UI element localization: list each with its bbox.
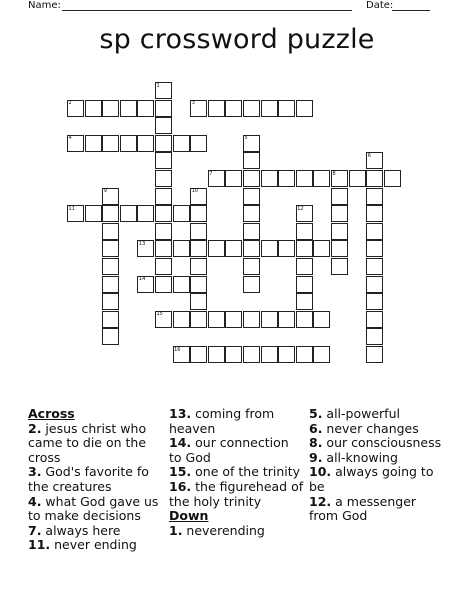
grid-cell[interactable] bbox=[261, 311, 278, 328]
grid-cell[interactable] bbox=[243, 170, 260, 187]
grid-cell[interactable] bbox=[155, 152, 172, 169]
grid-cell[interactable] bbox=[296, 258, 313, 275]
grid-cell[interactable] bbox=[190, 205, 207, 222]
grid-cell[interactable] bbox=[366, 311, 383, 328]
clue-item bbox=[169, 436, 304, 465]
grid-cell[interactable] bbox=[190, 258, 207, 275]
grid-cell[interactable] bbox=[190, 223, 207, 240]
clue-text: always here bbox=[41, 522, 121, 538]
grid-cell[interactable] bbox=[296, 276, 313, 293]
grid-cell[interactable] bbox=[102, 276, 119, 293]
clue-number-label: 13 bbox=[138, 240, 146, 247]
date-line[interactable] bbox=[392, 10, 430, 11]
grid-cell[interactable] bbox=[155, 117, 172, 134]
clue-item bbox=[169, 480, 304, 509]
grid-cell[interactable] bbox=[296, 293, 313, 310]
grid-cell[interactable] bbox=[155, 223, 172, 240]
grid-cell[interactable] bbox=[366, 346, 383, 363]
clue-item bbox=[28, 465, 163, 494]
grid-cell[interactable] bbox=[366, 223, 383, 240]
grid-cell[interactable] bbox=[313, 311, 330, 328]
clue-number: 9. bbox=[309, 449, 323, 465]
grid-cell[interactable] bbox=[278, 346, 295, 363]
grid-cell[interactable] bbox=[296, 346, 313, 363]
grid-cell[interactable] bbox=[243, 152, 260, 169]
grid-cell[interactable] bbox=[120, 100, 137, 117]
clue-number-label: 9 bbox=[103, 188, 107, 195]
grid-cell[interactable] bbox=[243, 276, 260, 293]
grid-cell[interactable] bbox=[102, 240, 119, 257]
grid-cell[interactable] bbox=[155, 258, 172, 275]
grid-cell[interactable] bbox=[208, 100, 225, 117]
name-line[interactable] bbox=[62, 10, 352, 11]
clue-number: 1. bbox=[169, 522, 183, 538]
clue-item bbox=[309, 465, 444, 494]
grid-cell[interactable] bbox=[366, 293, 383, 310]
grid-cell[interactable] bbox=[173, 135, 190, 152]
name-label: Name: bbox=[28, 0, 61, 11]
clue-text: all-knowing bbox=[322, 449, 398, 465]
clue-number-label: 2 bbox=[68, 100, 72, 107]
grid-cell[interactable] bbox=[331, 240, 348, 257]
clue-text: our consciousness bbox=[322, 435, 442, 451]
clue-number: 13. bbox=[169, 406, 192, 421]
grid-cell[interactable] bbox=[366, 188, 383, 205]
grid-cell[interactable] bbox=[349, 170, 366, 187]
grid-cell[interactable] bbox=[366, 240, 383, 257]
clue-item bbox=[169, 465, 304, 480]
grid-cell[interactable] bbox=[261, 100, 278, 117]
clue-column-2 bbox=[169, 407, 304, 538]
date-label: Date: bbox=[366, 0, 394, 11]
clue-number-label: 12 bbox=[297, 205, 304, 212]
grid-cell[interactable] bbox=[243, 223, 260, 240]
grid-cell[interactable] bbox=[225, 100, 242, 117]
grid-cell[interactable] bbox=[85, 205, 102, 222]
clue-number-label: 1 bbox=[156, 82, 160, 89]
clue-item bbox=[169, 524, 304, 539]
clue-number: 11. bbox=[28, 537, 51, 553]
grid-cell[interactable] bbox=[243, 188, 260, 205]
grid-cell[interactable] bbox=[173, 205, 190, 222]
clue-number: 10. bbox=[309, 464, 332, 480]
grid-cell[interactable] bbox=[102, 258, 119, 275]
grid-cell[interactable] bbox=[155, 188, 172, 205]
grid-cell[interactable] bbox=[278, 100, 295, 117]
clue-number: 7. bbox=[28, 522, 42, 538]
clue-number-label: 16 bbox=[174, 346, 181, 353]
clue-text: never ending bbox=[50, 537, 137, 553]
grid-cell[interactable] bbox=[102, 293, 119, 310]
grid-cell[interactable] bbox=[102, 223, 119, 240]
clue-number: 16. bbox=[169, 478, 192, 494]
clue-text: always going to be bbox=[309, 464, 434, 494]
clue-number-label: 3 bbox=[191, 100, 195, 107]
grid-cell[interactable] bbox=[155, 170, 172, 187]
grid-cell[interactable] bbox=[155, 205, 172, 222]
grid-cell[interactable] bbox=[155, 240, 172, 257]
grid-cell[interactable] bbox=[155, 276, 172, 293]
clue-number: 15. bbox=[169, 464, 192, 480]
grid-cell[interactable] bbox=[296, 311, 313, 328]
clue-text: all-powerful bbox=[322, 406, 400, 421]
grid-cell[interactable] bbox=[155, 100, 172, 117]
grid-cell[interactable] bbox=[331, 188, 348, 205]
clue-text: what God gave us to make decisions bbox=[28, 493, 159, 524]
grid-cell[interactable] bbox=[296, 223, 313, 240]
grid-cell[interactable] bbox=[225, 311, 242, 328]
clue-item bbox=[309, 451, 444, 466]
clue-text: God's favorite fo the creatures bbox=[28, 464, 149, 494]
clue-section-heading: Down bbox=[169, 508, 209, 524]
grid-cell[interactable] bbox=[190, 311, 207, 328]
clue-number: 14. bbox=[169, 435, 192, 451]
clue-item bbox=[309, 495, 444, 524]
clue-number: 5. bbox=[309, 406, 323, 421]
grid-cell[interactable] bbox=[261, 240, 278, 257]
grid-cell[interactable] bbox=[261, 170, 278, 187]
grid-cell[interactable] bbox=[366, 258, 383, 275]
grid-cell[interactable] bbox=[313, 240, 330, 257]
clue-number: 6. bbox=[309, 420, 323, 436]
grid-cell[interactable] bbox=[120, 135, 137, 152]
grid-cell[interactable] bbox=[243, 346, 260, 363]
clue-number-label: 14 bbox=[138, 276, 146, 283]
clue-text: a messenger from God bbox=[309, 493, 417, 524]
grid-cell[interactable] bbox=[208, 346, 225, 363]
grid-cell[interactable] bbox=[102, 100, 119, 117]
grid-cell[interactable] bbox=[190, 293, 207, 310]
clue-item bbox=[169, 407, 304, 436]
grid-cell[interactable] bbox=[102, 205, 119, 222]
grid-cell[interactable] bbox=[173, 311, 190, 328]
clue-item bbox=[309, 407, 444, 422]
grid-cell[interactable] bbox=[278, 170, 295, 187]
grid-cell[interactable] bbox=[296, 170, 313, 187]
grid-cell[interactable] bbox=[296, 100, 313, 117]
grid-cell[interactable] bbox=[155, 135, 172, 152]
grid-cell[interactable] bbox=[331, 205, 348, 222]
clue-column-3 bbox=[309, 407, 444, 524]
grid-cell[interactable] bbox=[331, 258, 348, 275]
grid-cell[interactable] bbox=[225, 170, 242, 187]
grid-cell[interactable] bbox=[173, 276, 190, 293]
clue-number: 12. bbox=[309, 493, 332, 509]
clue-number: 2. bbox=[28, 420, 42, 436]
clue-item bbox=[309, 422, 444, 437]
clue-item bbox=[28, 495, 163, 524]
clue-number-label: 5 bbox=[244, 135, 248, 142]
grid-cell[interactable] bbox=[208, 240, 225, 257]
grid-cell[interactable] bbox=[173, 240, 190, 257]
grid-cell[interactable] bbox=[225, 240, 242, 257]
grid-cell[interactable] bbox=[384, 170, 401, 187]
grid-cell[interactable] bbox=[313, 346, 330, 363]
grid-cell[interactable] bbox=[296, 240, 313, 257]
clue-section-heading: Across bbox=[28, 406, 75, 421]
grid-cell[interactable] bbox=[120, 205, 137, 222]
clue-number-label: 15 bbox=[156, 311, 163, 318]
grid-cell[interactable] bbox=[366, 328, 383, 345]
clue-item bbox=[28, 524, 163, 539]
clue-item bbox=[28, 422, 163, 466]
clue-number-label: 8 bbox=[332, 170, 336, 177]
clue-text: our connection to God bbox=[169, 435, 289, 465]
clue-number-label: 7 bbox=[209, 170, 213, 177]
puzzle-title: sp crossword puzzle bbox=[99, 24, 375, 55]
grid-cell[interactable] bbox=[190, 276, 207, 293]
clue-text: never changes bbox=[322, 420, 419, 436]
grid-cell[interactable] bbox=[137, 135, 154, 152]
clue-item bbox=[309, 436, 444, 451]
clue-number: 3. bbox=[28, 464, 42, 480]
grid-cell[interactable] bbox=[243, 100, 260, 117]
grid-cell[interactable] bbox=[137, 205, 154, 222]
clue-column-1 bbox=[28, 407, 163, 553]
clue-text: the figurehead of the holy trinity bbox=[169, 478, 304, 509]
clue-text: one of the trinity bbox=[191, 464, 301, 480]
grid-cell[interactable] bbox=[313, 170, 330, 187]
grid-cell[interactable] bbox=[190, 135, 207, 152]
grid-cell[interactable] bbox=[366, 276, 383, 293]
clue-number-label: 6 bbox=[367, 152, 371, 159]
grid-cell[interactable] bbox=[278, 240, 295, 257]
grid-cell[interactable] bbox=[331, 223, 348, 240]
grid-cell[interactable] bbox=[85, 100, 102, 117]
grid-cell[interactable] bbox=[137, 100, 154, 117]
grid-cell[interactable] bbox=[102, 311, 119, 328]
grid-cell[interactable] bbox=[225, 346, 242, 363]
grid-cell[interactable] bbox=[85, 135, 102, 152]
grid-cell[interactable] bbox=[243, 240, 260, 257]
grid-cell[interactable] bbox=[366, 170, 383, 187]
grid-cell[interactable] bbox=[102, 328, 119, 345]
clue-number-label: 4 bbox=[68, 135, 72, 142]
grid-cell[interactable] bbox=[243, 311, 260, 328]
grid-cell[interactable] bbox=[243, 258, 260, 275]
clue-number-label: 11 bbox=[68, 205, 75, 212]
clue-number: 4. bbox=[28, 493, 42, 509]
clue-number: 8. bbox=[309, 435, 323, 451]
grid-cell[interactable] bbox=[102, 135, 119, 152]
grid-cell[interactable] bbox=[190, 346, 207, 363]
clue-number-label: 10 bbox=[191, 188, 199, 195]
clue-text: coming from heaven bbox=[169, 406, 275, 436]
clue-text: neverending bbox=[182, 522, 265, 538]
grid-cell[interactable] bbox=[208, 311, 225, 328]
grid-cell[interactable] bbox=[366, 205, 383, 222]
clue-item bbox=[28, 538, 163, 553]
grid-cell[interactable] bbox=[243, 205, 260, 222]
grid-cell[interactable] bbox=[278, 311, 295, 328]
grid-cell[interactable] bbox=[190, 240, 207, 257]
clue-text: jesus christ who came to die on the cross bbox=[28, 420, 147, 465]
grid-cell[interactable] bbox=[261, 346, 278, 363]
